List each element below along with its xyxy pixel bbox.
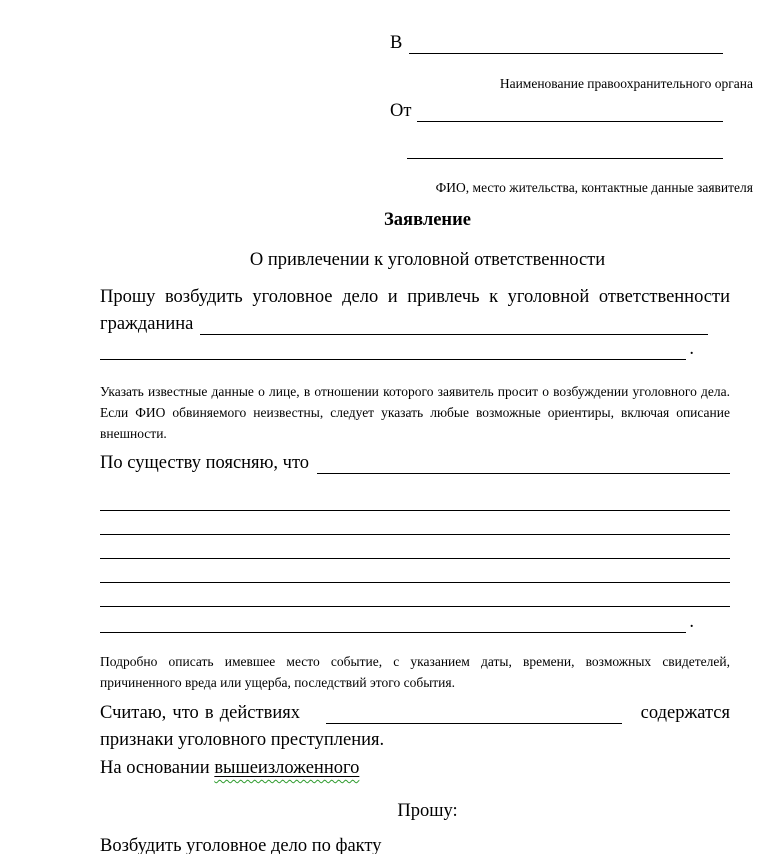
applicant-caption: ФИО, место жительства, контактные данные заявителя bbox=[435, 180, 753, 195]
applicant-row bbox=[390, 101, 723, 122]
note-accused-line-1: Указать известные данные о лице, в отношении которого заявитель просит о возбуждении уголовного дела. bbox=[100, 384, 730, 399]
note-event-line-2: причиненного вреда или ущерба, последствий этого события. bbox=[100, 675, 455, 690]
sentence-period-2: . bbox=[689, 612, 694, 632]
ruled-line-4 bbox=[100, 582, 730, 583]
accused-label: гражданина bbox=[100, 314, 194, 334]
addressee-caption: Наименование правоохранительного органа bbox=[499, 76, 753, 91]
essence-end-row bbox=[100, 612, 694, 633]
accused-continuation-blank bbox=[100, 339, 686, 360]
petition-item-1: Возбудить уголовное дело по факту bbox=[100, 836, 382, 854]
accused-continuation-row bbox=[100, 339, 694, 360]
claim-suffix: содержатся bbox=[640, 703, 730, 723]
addressee-blank bbox=[409, 33, 723, 54]
addressee-label: В bbox=[390, 33, 403, 53]
accused-name-blank bbox=[200, 314, 708, 335]
ruled-line-5 bbox=[100, 606, 730, 607]
claim-blank bbox=[326, 703, 622, 724]
applicant-blank-1 bbox=[417, 101, 723, 122]
claim-prefix: Считаю, что в действиях bbox=[100, 703, 300, 723]
document-title: Заявление bbox=[384, 210, 471, 230]
petition-heading: Прошу: bbox=[397, 801, 458, 821]
applicant-blank-2 bbox=[407, 158, 723, 159]
ruled-line-1 bbox=[100, 510, 730, 511]
essence-label: По существу поясняю, что bbox=[100, 453, 310, 473]
document-subtitle: О привлечении к уголовной ответственности bbox=[249, 250, 606, 270]
basis-underlined-word-wrap bbox=[214, 758, 359, 778]
applicant-label: От bbox=[390, 101, 412, 121]
note-accused-line-2: Если ФИО обвиняемого неизвестны, следует указать любые возможные ориентиры, включая описание bbox=[100, 405, 730, 420]
claim-line-2: признаки уголовного преступления. bbox=[100, 730, 385, 750]
sentence-period: . bbox=[689, 339, 694, 359]
basis-prefix: На основании bbox=[100, 758, 210, 778]
basis-line bbox=[100, 758, 730, 779]
request-line-2 bbox=[100, 314, 730, 335]
essence-end-blank bbox=[100, 612, 686, 633]
ruled-line-2 bbox=[100, 534, 730, 535]
essence-row bbox=[100, 453, 730, 474]
note-accused-line-3: внешности. bbox=[100, 426, 167, 441]
note-event-line-1: Подробно описать имевшее место событие, с указанием даты, времени, возможных свидетелей, bbox=[100, 654, 730, 669]
addressee-row bbox=[390, 33, 723, 54]
note-event-details bbox=[100, 651, 730, 693]
request-line-1: Прошу возбудить уголовное дело и привлечь к уголовной ответственности bbox=[100, 287, 730, 307]
essence-blank bbox=[317, 453, 730, 474]
claim-row bbox=[100, 703, 730, 724]
grammar-squiggle-word: вышеизложенного bbox=[214, 758, 360, 778]
note-accused-details bbox=[100, 381, 730, 444]
ruled-line-3 bbox=[100, 558, 730, 559]
